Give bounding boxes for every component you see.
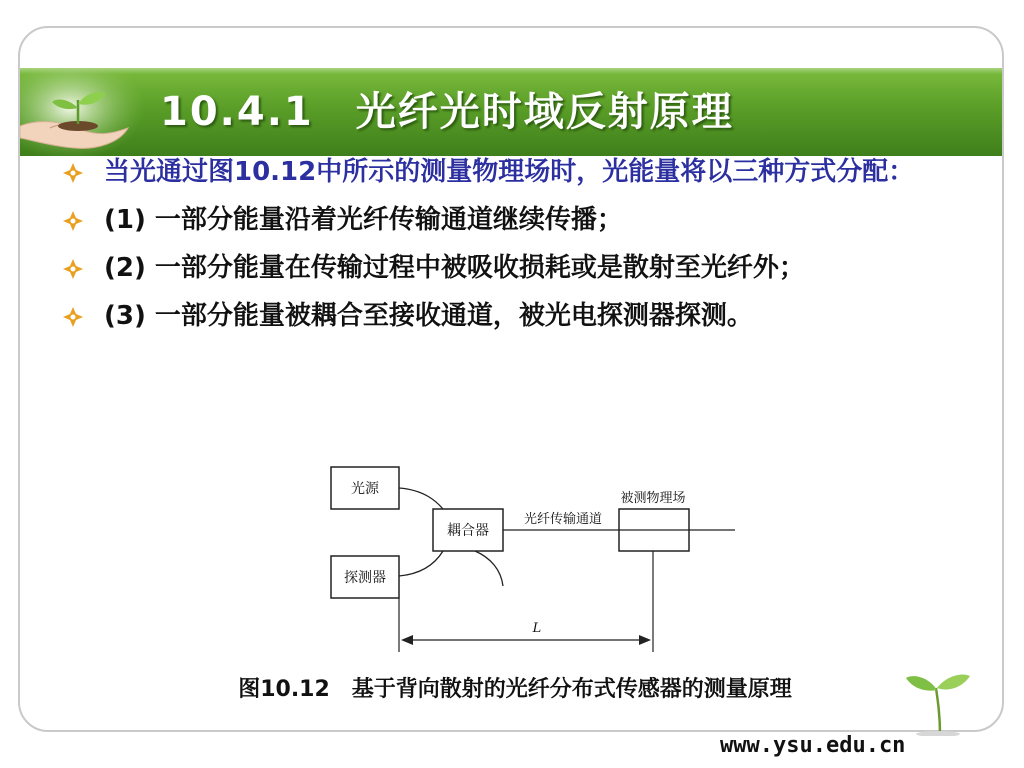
length-arrow-right-head <box>639 635 651 645</box>
diamond-bullet-icon <box>62 306 84 328</box>
length-label: L <box>532 621 542 636</box>
coupler-label: 耦合器 <box>447 523 489 539</box>
bullet-item <box>62 200 962 240</box>
light-source-label: 光源 <box>351 481 379 497</box>
bullet-item <box>62 248 962 288</box>
bullet-text: (3) 一部分能量被耦合至接收通道，被光电探测器探测。 <box>104 301 753 331</box>
diamond-bullet-icon <box>62 210 84 232</box>
detector-fiber-curve <box>399 551 443 576</box>
sprout-icon <box>900 666 980 736</box>
scatter-fiber-curve <box>475 551 503 586</box>
hand-with-seedling-icon <box>20 68 145 156</box>
measured-field-label: 被测物理场 <box>620 491 686 506</box>
bullet-item <box>62 296 962 336</box>
bullet-text: (1) 一部分能量沿着光纤传输通道继续传播； <box>104 205 623 235</box>
footer-url[interactable]: www.ysu.edu.cn <box>720 733 906 758</box>
bullet-list <box>62 152 962 344</box>
title-bar <box>20 68 1004 156</box>
bullet-item <box>62 152 962 192</box>
source-fiber-curve <box>399 488 443 509</box>
detector-label: 探测器 <box>344 570 386 586</box>
length-arrow-left-head <box>401 635 413 645</box>
otdr-diagram <box>325 462 745 662</box>
figure-caption: 图10.12 基于背向散射的光纤分布式传感器的测量原理 <box>238 677 792 702</box>
diamond-bullet-icon <box>62 162 84 184</box>
fiber-channel-label: 光纤传输通道 <box>523 512 603 527</box>
bullet-text: (2) 一部分能量在传输过程中被吸收损耗或是散射至光纤外； <box>104 253 805 283</box>
bullet-text: 当光通过图10.12中所示的测量物理场时，光能量将以三种方式分配： <box>104 157 915 187</box>
title-bar-highlight <box>20 68 1004 74</box>
diamond-bullet-icon <box>62 258 84 280</box>
page-title: 10.4.1 光纤光时域反射原理 <box>160 89 734 135</box>
